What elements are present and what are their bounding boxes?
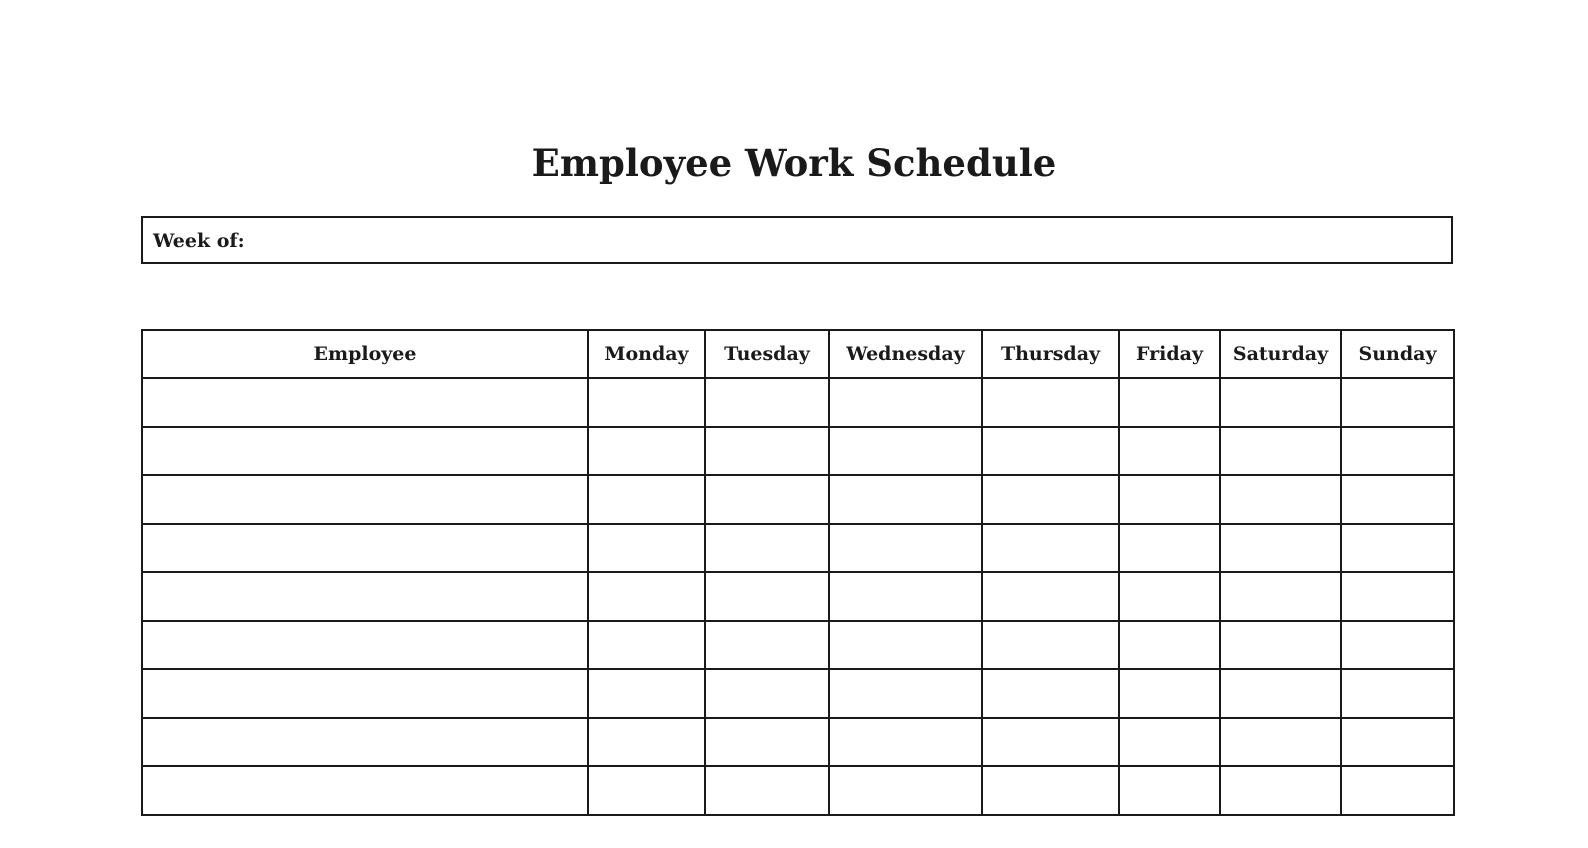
- cell-tuesday[interactable]: [705, 475, 829, 524]
- cell-friday[interactable]: [1119, 427, 1220, 476]
- cell-wednesday[interactable]: [829, 475, 982, 524]
- cell-thursday[interactable]: [982, 669, 1119, 718]
- table-row: [142, 669, 1454, 718]
- cell-wednesday[interactable]: [829, 378, 982, 427]
- cell-friday[interactable]: [1119, 475, 1220, 524]
- cell-saturday[interactable]: [1220, 378, 1341, 427]
- cell-tuesday[interactable]: [705, 718, 829, 767]
- schedule-table: [141, 329, 1455, 816]
- cell-employee[interactable]: [142, 621, 588, 670]
- cell-saturday[interactable]: [1220, 621, 1341, 670]
- cell-thursday[interactable]: [982, 718, 1119, 767]
- cell-monday[interactable]: [588, 572, 705, 621]
- cell-monday[interactable]: [588, 378, 705, 427]
- cell-employee[interactable]: [142, 475, 588, 524]
- cell-thursday[interactable]: [982, 378, 1119, 427]
- cell-saturday[interactable]: [1220, 718, 1341, 767]
- table-row: [142, 524, 1454, 573]
- cell-tuesday[interactable]: [705, 427, 829, 476]
- cell-wednesday[interactable]: [829, 621, 982, 670]
- cell-monday[interactable]: [588, 718, 705, 767]
- cell-wednesday[interactable]: [829, 572, 982, 621]
- column-header-friday: Friday: [1119, 330, 1220, 378]
- column-header-employee: Employee: [142, 330, 588, 378]
- cell-sunday[interactable]: [1341, 475, 1454, 524]
- cell-monday[interactable]: [588, 524, 705, 573]
- cell-sunday[interactable]: [1341, 669, 1454, 718]
- cell-employee[interactable]: [142, 524, 588, 573]
- column-header-tuesday: Tuesday: [705, 330, 829, 378]
- column-header-monday: Monday: [588, 330, 705, 378]
- table-row: [142, 378, 1454, 427]
- cell-tuesday[interactable]: [705, 669, 829, 718]
- cell-employee[interactable]: [142, 572, 588, 621]
- cell-sunday[interactable]: [1341, 572, 1454, 621]
- cell-saturday[interactable]: [1220, 572, 1341, 621]
- cell-monday[interactable]: [588, 475, 705, 524]
- cell-saturday[interactable]: [1220, 427, 1341, 476]
- table-row: [142, 572, 1454, 621]
- cell-thursday[interactable]: [982, 621, 1119, 670]
- cell-friday[interactable]: [1119, 378, 1220, 427]
- cell-tuesday[interactable]: [705, 572, 829, 621]
- cell-wednesday[interactable]: [829, 524, 982, 573]
- cell-employee[interactable]: [142, 669, 588, 718]
- cell-friday[interactable]: [1119, 621, 1220, 670]
- column-header-saturday: Saturday: [1220, 330, 1341, 378]
- cell-thursday[interactable]: [982, 427, 1119, 476]
- cell-thursday[interactable]: [982, 572, 1119, 621]
- cell-wednesday[interactable]: [829, 669, 982, 718]
- cell-monday[interactable]: [588, 669, 705, 718]
- cell-tuesday[interactable]: [705, 621, 829, 670]
- cell-monday[interactable]: [588, 766, 705, 815]
- cell-saturday[interactable]: [1220, 524, 1341, 573]
- cell-wednesday[interactable]: [829, 718, 982, 767]
- cell-saturday[interactable]: [1220, 669, 1341, 718]
- cell-thursday[interactable]: [982, 475, 1119, 524]
- table-row: [142, 718, 1454, 767]
- table-row: [142, 475, 1454, 524]
- cell-sunday[interactable]: [1341, 427, 1454, 476]
- week-of-label: Week of:: [153, 230, 245, 252]
- table-row: [142, 766, 1454, 815]
- cell-employee[interactable]: [142, 766, 588, 815]
- column-header-sunday: Sunday: [1341, 330, 1454, 378]
- column-header-wednesday: Wednesday: [829, 330, 982, 378]
- cell-sunday[interactable]: [1341, 378, 1454, 427]
- schedule-body: [142, 378, 1454, 815]
- cell-friday[interactable]: [1119, 766, 1220, 815]
- cell-sunday[interactable]: [1341, 718, 1454, 767]
- cell-wednesday[interactable]: [829, 766, 982, 815]
- cell-friday[interactable]: [1119, 524, 1220, 573]
- column-header-thursday: Thursday: [982, 330, 1119, 378]
- cell-employee[interactable]: [142, 427, 588, 476]
- cell-saturday[interactable]: [1220, 766, 1341, 815]
- cell-sunday[interactable]: [1341, 766, 1454, 815]
- cell-sunday[interactable]: [1341, 621, 1454, 670]
- page-title: Employee Work Schedule: [531, 141, 1057, 185]
- table-row: [142, 427, 1454, 476]
- cell-tuesday[interactable]: [705, 524, 829, 573]
- cell-monday[interactable]: [588, 427, 705, 476]
- cell-friday[interactable]: [1119, 718, 1220, 767]
- cell-tuesday[interactable]: [705, 378, 829, 427]
- cell-saturday[interactable]: [1220, 475, 1341, 524]
- cell-employee[interactable]: [142, 378, 588, 427]
- cell-thursday[interactable]: [982, 524, 1119, 573]
- cell-thursday[interactable]: [982, 766, 1119, 815]
- header-row: [142, 330, 1454, 378]
- cell-wednesday[interactable]: [829, 427, 982, 476]
- table-row: [142, 621, 1454, 670]
- cell-tuesday[interactable]: [705, 766, 829, 815]
- cell-sunday[interactable]: [1341, 524, 1454, 573]
- cell-employee[interactable]: [142, 718, 588, 767]
- cell-friday[interactable]: [1119, 669, 1220, 718]
- cell-friday[interactable]: [1119, 572, 1220, 621]
- cell-monday[interactable]: [588, 621, 705, 670]
- week-of-field[interactable]: [141, 216, 1453, 264]
